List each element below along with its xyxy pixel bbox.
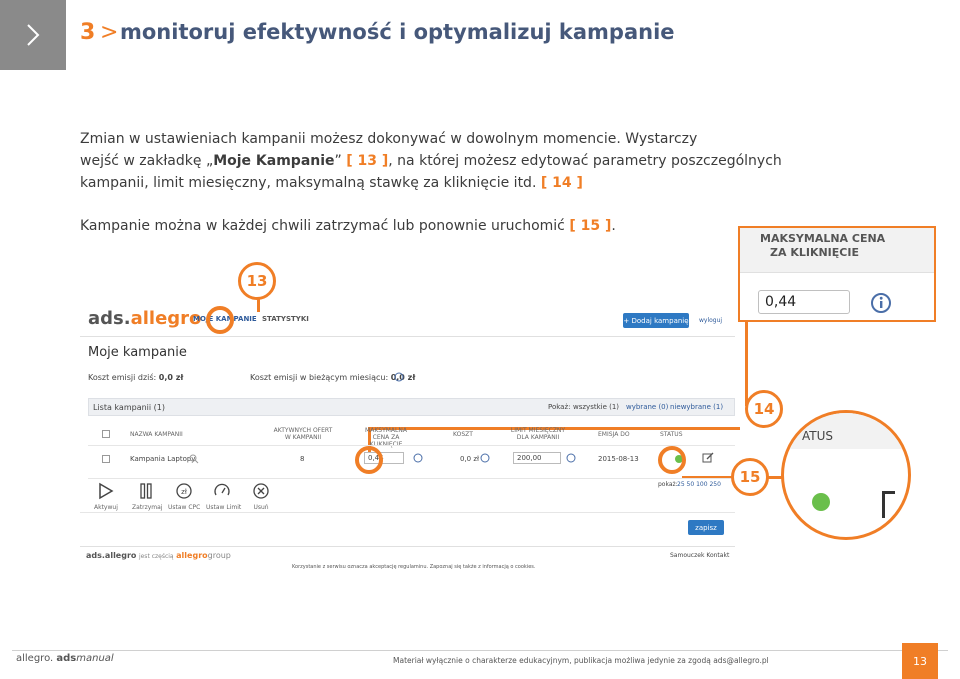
action-set-limit-label: Ustaw Limit: [206, 504, 242, 511]
ref-14: [ 14 ]: [540, 175, 583, 191]
col-offers: AKTYWNYCH OFERT W KAMPANII: [273, 427, 333, 441]
row-offers: 8: [300, 455, 305, 463]
footer-brand-part: jest częścią: [138, 553, 174, 560]
footer-brand: [16, 653, 114, 664]
filter-label: Pokaż:: [548, 403, 571, 411]
body-line-2: [80, 153, 782, 169]
header-box: [0, 0, 66, 70]
col-cpc: MAKSYMALNA CENA ZA: [365, 427, 407, 441]
edit-icon-partial: [882, 491, 895, 518]
app-screenshot: [80, 300, 735, 572]
list-title: Lista kampanii (1): [93, 403, 165, 412]
table-row: [88, 446, 735, 472]
action-set-cpc[interactable]: [168, 482, 200, 511]
action-delete-label: Usuń: [253, 504, 269, 511]
section-number: 3: [80, 20, 96, 45]
page-number: 13: [902, 643, 938, 679]
text-fragment: .: [611, 218, 616, 234]
pager-label: pokaż:: [658, 481, 678, 488]
info-icon[interactable]: [566, 453, 576, 463]
svg-text:zł: zł: [181, 488, 187, 496]
text-fragment: , na której możesz edytować parametry poszczególnych: [388, 153, 782, 169]
cost-month-value: 0,0 zł: [390, 373, 416, 382]
cost-month: [250, 373, 415, 382]
info-icon[interactable]: [394, 372, 404, 382]
highlight-ring-13: [206, 306, 234, 334]
nav-statistics[interactable]: STATYSTYKI: [262, 315, 309, 323]
play-icon: [96, 482, 114, 500]
col-limit: LIMIT MIESIĘCZNY DLA KAMPANII: [510, 427, 566, 441]
tab-name-bold: Moje Kampanie: [213, 153, 335, 169]
connector-14-up: [745, 322, 748, 406]
logo-allegro: allegro: [130, 308, 202, 329]
text-fragment: Kampanie można w każdej chwili zatrzymać lub ponownie uruchomić: [80, 218, 570, 234]
pager-values[interactable]: 25 50 100 250: [677, 481, 721, 488]
nav-divider: [80, 336, 735, 337]
footer-brand-allegro: allegro: [176, 551, 208, 560]
save-button[interactable]: zapisz: [688, 520, 724, 535]
ref-15: [ 15 ]: [569, 218, 612, 234]
col-cost: KOSZT: [453, 431, 473, 438]
text-fragment: ”: [334, 153, 347, 169]
app-footer-brand: [86, 551, 231, 560]
search-icon: [189, 454, 199, 464]
action-set-cpc-label: Ustaw CPC: [168, 504, 201, 511]
col-emission: EMISJA DO: [598, 431, 630, 438]
filter-selected[interactable]: wybrane (0): [626, 403, 669, 411]
zoom-status-label: ATUS: [802, 429, 834, 443]
info-icon[interactable]: [413, 453, 423, 463]
logout-link[interactable]: wyloguj: [699, 317, 723, 324]
body-line-3: [80, 175, 583, 191]
coin-icon: [175, 482, 193, 500]
zoom-cpc-label-1: MAKSYMALNA CENA: [760, 232, 886, 245]
zoom-cpc-box: [738, 226, 936, 322]
row-cost: 0,0 zł: [460, 455, 480, 463]
delete-icon: [252, 482, 270, 500]
nav-my-campaigns[interactable]: MOJE KAMPANIE: [193, 315, 257, 323]
text-fragment: wejść w zakładkę „: [80, 153, 214, 169]
action-set-limit[interactable]: [206, 482, 242, 511]
footer-disclaimer: Materiał wyłącznie o charakterze edukacyjnym, publikacja możliwa jedynie za zgodą ads@allegro.pl: [393, 656, 769, 665]
action-delete[interactable]: [250, 482, 272, 511]
body-line-1: Zmian w ustawieniach kampanii możesz dokonywać w dowolnym momencie. Wystarczy: [80, 131, 698, 147]
row-name: Kampania Laptopy: [130, 455, 196, 463]
ref-13: [ 13 ]: [346, 153, 389, 169]
row-divider: [88, 478, 735, 479]
footer-brand-group: group: [207, 551, 231, 560]
page-title: monitoruj efektywność i optymalizuj kampanie: [120, 20, 675, 44]
action-activate[interactable]: [94, 482, 116, 511]
info-icon[interactable]: [480, 453, 490, 463]
zoom-status-circle: [781, 410, 911, 540]
pause-icon: [137, 482, 155, 500]
filter-all[interactable]: wszystkie (1): [573, 403, 620, 411]
gauge-icon: [213, 482, 231, 500]
action-pause[interactable]: [132, 482, 163, 511]
callout-15: 15: [731, 458, 769, 496]
callout-14: 14: [745, 390, 783, 428]
select-all-checkbox[interactable]: [102, 430, 110, 438]
body-line-4: [80, 218, 616, 234]
app-footer-note: Korzystanie z serwisu oznacza akceptację regulaminu. Zapoznaj się także z informacją o cookies.: [292, 564, 536, 570]
action-activate-label: Aktywuj: [94, 504, 118, 511]
footer-brand-ads: ads.allegro: [86, 551, 137, 560]
zoom-cpc-label-2: ZA KLIKNIĘCIE: [770, 246, 859, 259]
status-active-dot[interactable]: [812, 493, 830, 511]
zoom-cpc-input[interactable]: [758, 290, 850, 314]
title-chevron: >: [100, 20, 119, 45]
col-status: STATUS: [660, 431, 683, 438]
save-divider: [80, 512, 735, 513]
highlight-ring-15: [658, 446, 686, 474]
app-page-title: Moje kampanie: [88, 345, 187, 360]
info-icon[interactable]: [870, 292, 892, 314]
logo-ads: ads.: [88, 308, 131, 329]
cost-month-label: Koszt emisji w bieżącym miesiącu:: [250, 373, 389, 382]
cost-today: [88, 373, 183, 382]
app-footer-links[interactable]: Samouczek Kontakt: [670, 552, 730, 559]
action-pause-label: Zatrzymaj: [132, 504, 163, 511]
app-logo[interactable]: [88, 308, 201, 329]
row-checkbox[interactable]: [102, 455, 110, 463]
text-fragment: kampanii, limit miesięczny, maksymalną stawkę za kliknięcie itd.: [80, 175, 541, 191]
cost-today-label: Koszt emisji dziś:: [88, 373, 157, 382]
footer-brand-ads: ads: [56, 653, 77, 664]
footer-brand-allegro: allegro.: [16, 653, 54, 664]
app-footer-divider: [80, 546, 735, 547]
footer-divider: [12, 650, 948, 651]
chevron-right-icon: [0, 0, 66, 70]
add-campaign-button[interactable]: + Dodaj kampanię: [623, 313, 689, 328]
row-limit-value: 200,00: [517, 454, 542, 462]
row-cpc-value: 0,44: [368, 454, 384, 462]
callout-13: 13: [238, 262, 276, 300]
highlight-ring-14: [355, 446, 383, 474]
filter-unselected[interactable]: niewybrane (1): [670, 403, 724, 411]
footer-brand-manual: manual: [76, 653, 114, 664]
edit-icon[interactable]: [702, 452, 714, 464]
row-limit-input[interactable]: [513, 452, 561, 464]
cost-today-value: 0,0 zł: [158, 373, 184, 382]
row-emission-to: 2015-08-13: [598, 455, 639, 463]
col-name: NAZWA KAMPANII: [130, 431, 183, 438]
